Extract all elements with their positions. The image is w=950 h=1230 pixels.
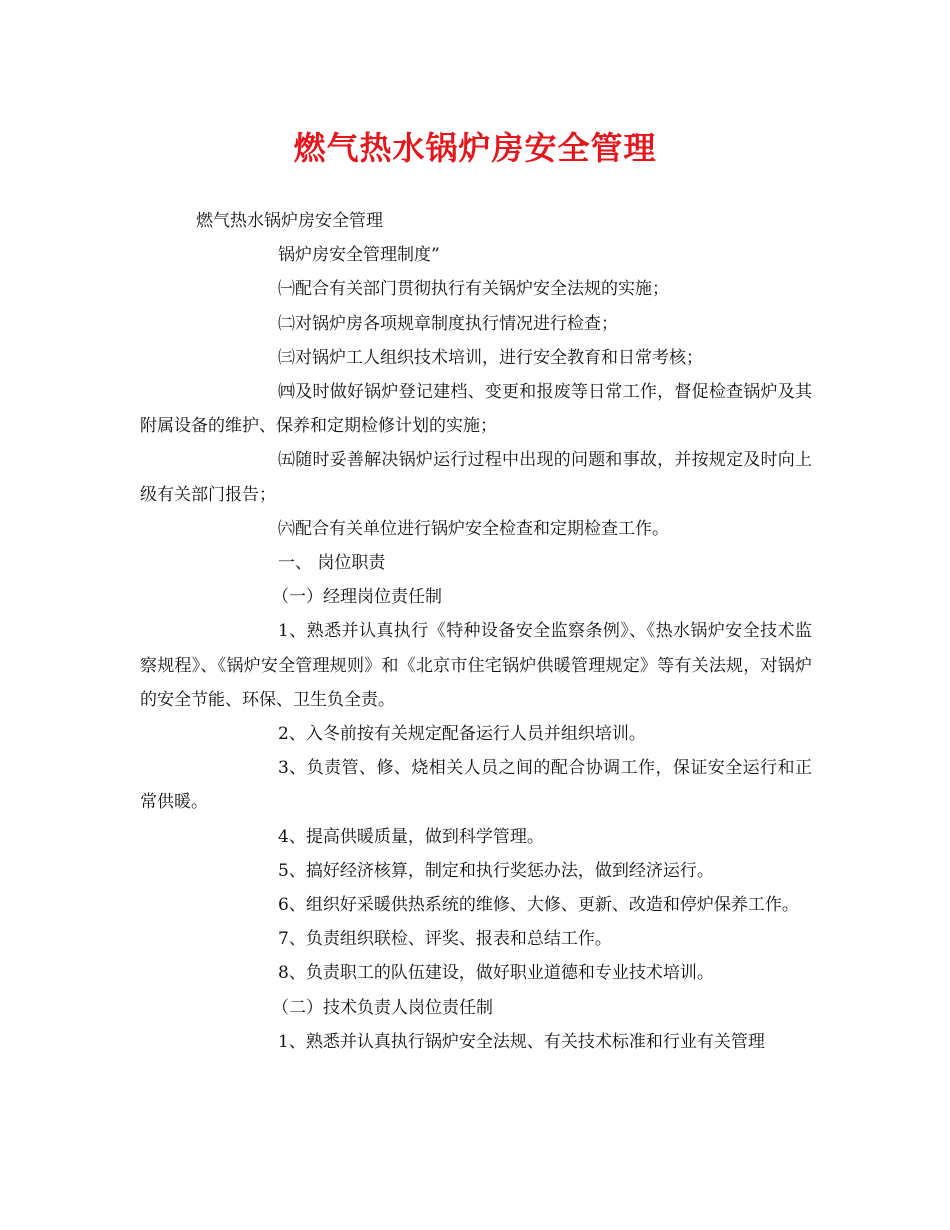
paragraph-subsection-heading: （一）经理岗位责任制 [272,587,442,608]
paragraph-item: 7、负责组织联检、评奖、报表和总结工作。 [278,929,612,950]
paragraph-item: 1、熟悉并认真执行锅炉安全法规、有关技术标准和行业有关管理 [278,1031,765,1052]
paragraph-item: 8、负责职工的队伍建设，做好职业道德和专业技术培训。 [278,963,714,984]
paragraph-item: ㈣及时做好锅炉登记建档、变更和报废等日常工作，督促检查锅炉及其附属设备的维护、保养和定期检修计划的实施； [140,382,812,437]
paragraph-item: ㈠配合有关部门贯彻执行有关锅炉安全法规的实施； [278,279,669,300]
paragraph-section-heading: 锅炉房安全管理制度” [278,245,440,266]
document-body [140,204,812,1059]
paragraph-item: ㈡对锅炉房各项规章制度执行情况进行检查； [278,313,618,334]
paragraph-item: 5、搞好经济核算，制定和执行奖惩办法，做到经济运行。 [278,860,714,881]
paragraph-item: 6、组织好采暖供热系统的维修、大修、更新、改造和停炉保养工作。 [278,895,799,916]
paragraph-item: ㈢对锅炉工人组织技术培训，进行安全教育和日常考核； [278,347,703,368]
paragraph-item: 3、负责管、修、烧相关人员之间的配合协调工作，保证安全运行和正常供暖。 [140,758,812,813]
paragraph-item: ㈤随时妥善解决锅炉运行过程中出现的问题和事故，并按规定及时向上级有关部门报告； [140,450,812,505]
paragraph-subtitle: 燃气热水锅炉房安全管理 [196,211,383,231]
paragraph-item: ㈥配合有关单位进行锅炉安全检查和定期检查工作。 [278,518,669,539]
paragraph-item: 1、熟悉并认真执行《特种设备安全监察条例》、《热水锅炉安全技术监察规程》、《锅炉安全管理规则》和《北京市住宅锅炉供暖管理规定》等有关法规，对锅炉的安全节能、环保、卫生负全责。 [140,621,812,710]
paragraph-section-heading: 一、 岗位职责 [278,553,386,574]
paragraph-item: 4、提高供暖质量，做到科学管理。 [278,826,544,847]
document-title: 燃气热水锅炉房安全管理 [293,129,657,167]
paragraph-item: 2、入冬前按有关规定配备运行人员并组织培训。 [278,724,646,745]
paragraph-subsection-heading: （二）技术负责人岗位责任制 [272,997,493,1018]
